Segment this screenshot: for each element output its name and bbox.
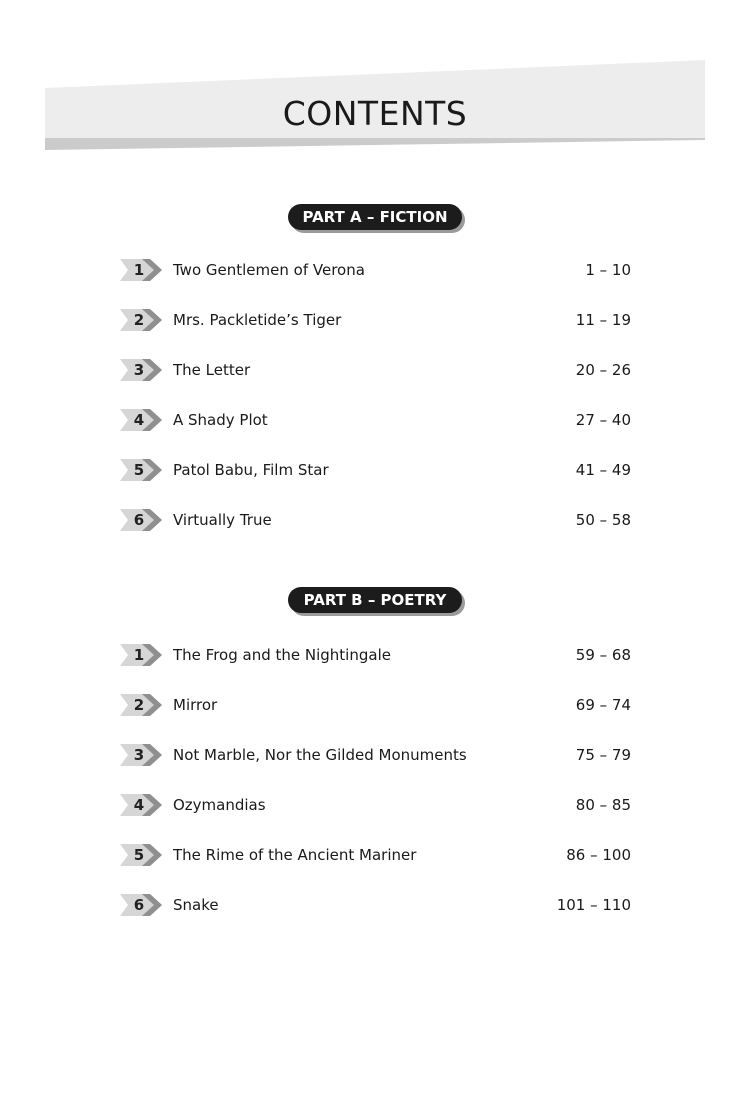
toc-entry[interactable] [0, 643, 750, 669]
section-heading-pill [288, 587, 462, 613]
toc-entry[interactable] [0, 843, 750, 869]
entry-number: 4 [133, 411, 145, 429]
entry-number: 6 [133, 896, 145, 914]
entry-pages: 69 – 74 [575, 696, 631, 714]
chevron-arrow-icon [120, 644, 164, 666]
entry-title: Snake [173, 896, 219, 914]
entry-title: A Shady Plot [173, 411, 268, 429]
toc-entry[interactable] [0, 793, 750, 819]
entry-title: Mrs. Packletide’s Tiger [173, 311, 342, 329]
toc-entry[interactable] [0, 508, 750, 534]
toc-entry[interactable] [0, 743, 750, 769]
chevron-arrow-icon [120, 459, 164, 481]
chevron-arrow-icon [120, 359, 164, 381]
chevron-arrow-icon [120, 409, 164, 431]
section-heading: PART A – FICTION [288, 204, 462, 230]
entry-title: The Frog and the Nightingale [173, 646, 391, 664]
entry-pages: 11 – 19 [575, 311, 631, 329]
toc-entry[interactable] [0, 458, 750, 484]
entry-title: Patol Babu, Film Star [173, 461, 329, 479]
entry-pages: 20 – 26 [575, 361, 631, 379]
entry-pages: 27 – 40 [575, 411, 631, 429]
toc-entry[interactable] [0, 258, 750, 284]
entry-pages: 101 – 110 [556, 896, 631, 914]
entry-pages: 59 – 68 [575, 646, 631, 664]
entry-pages: 41 – 49 [575, 461, 631, 479]
entry-pages: 1 – 10 [585, 261, 631, 279]
entry-title: The Letter [173, 361, 251, 379]
entry-number: 5 [133, 461, 145, 479]
chevron-arrow-icon [120, 509, 164, 531]
entry-title: Virtually True [173, 511, 272, 529]
chevron-arrow-icon [120, 844, 164, 866]
toc-entry[interactable] [0, 408, 750, 434]
toc-entry[interactable] [0, 358, 750, 384]
entry-pages: 80 – 85 [575, 796, 631, 814]
entry-number: 6 [133, 511, 145, 529]
entry-title: The Rime of the Ancient Mariner [173, 846, 417, 864]
chevron-arrow-icon [120, 794, 164, 816]
entry-pages: 75 – 79 [575, 746, 631, 764]
page-title: CONTENTS [282, 94, 468, 133]
entry-number: 1 [133, 646, 145, 664]
chevron-arrow-icon [120, 259, 164, 281]
section-heading: PART B – POETRY [288, 587, 462, 613]
entry-pages: 50 – 58 [575, 511, 631, 529]
header-band-graphic [0, 0, 750, 160]
toc-entry[interactable] [0, 308, 750, 334]
chevron-arrow-icon [120, 894, 164, 916]
entry-number: 3 [133, 361, 145, 379]
entry-number: 1 [133, 261, 145, 279]
chevron-arrow-icon [120, 744, 164, 766]
entry-pages: 86 – 100 [566, 846, 631, 864]
toc-entry[interactable] [0, 893, 750, 919]
section-heading-pill [288, 204, 462, 230]
entry-number: 5 [133, 846, 145, 864]
entry-title: Ozymandias [173, 796, 266, 814]
entry-title: Two Gentlemen of Verona [173, 261, 365, 279]
entry-number: 4 [133, 796, 145, 814]
header-band [0, 0, 750, 160]
entry-title: Not Marble, Nor the Gilded Monuments [173, 746, 467, 764]
entry-number: 3 [133, 746, 145, 764]
chevron-arrow-icon [120, 694, 164, 716]
entry-number: 2 [133, 696, 145, 714]
entry-number: 2 [133, 311, 145, 329]
toc-entry[interactable] [0, 693, 750, 719]
entry-title: Mirror [173, 696, 218, 714]
chevron-arrow-icon [120, 309, 164, 331]
